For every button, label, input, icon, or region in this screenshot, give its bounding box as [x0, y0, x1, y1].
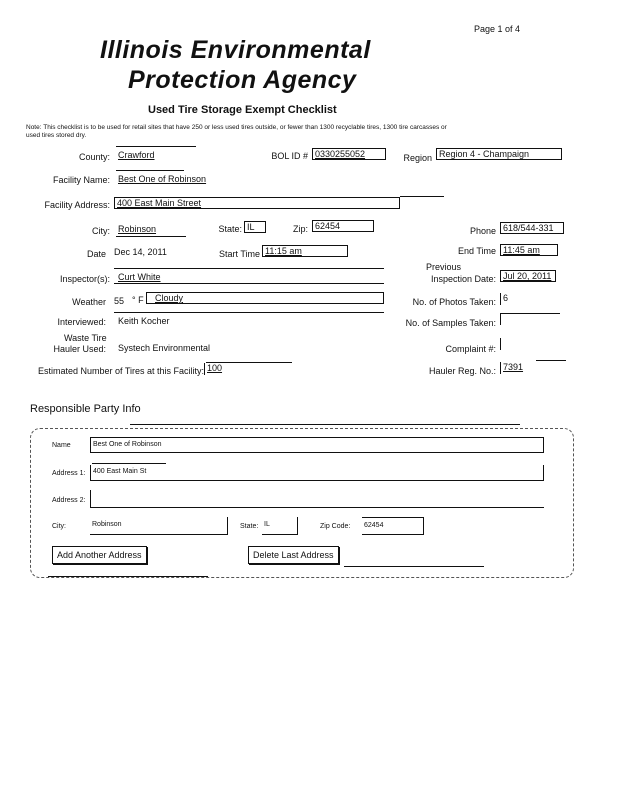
- facility-address-label: Facility Address:: [44, 200, 110, 210]
- end-time-label: End Time: [457, 246, 496, 256]
- bol-id-label: BOL ID #: [271, 151, 308, 161]
- page-indicator: Page 1 of 4: [474, 24, 521, 34]
- date-field[interactable]: Dec 14, 2011: [114, 247, 167, 257]
- city-label: City:: [92, 226, 110, 236]
- hauler-field: Systech Environmental: [118, 343, 211, 353]
- complaint-label: Complaint #:: [445, 344, 496, 354]
- end-time-field[interactable]: 11:45 am: [500, 244, 558, 256]
- state-field[interactable]: IL: [244, 221, 266, 233]
- samples-label: No. of Samples Taken:: [405, 318, 496, 328]
- facility-name-field[interactable]: Best One of Robinson: [118, 174, 207, 184]
- phone-label: Phone: [469, 226, 496, 236]
- responsible-party-heading: Responsible Party Info: [30, 403, 141, 415]
- previous-inspection-label: Inspection Date:: [430, 274, 496, 284]
- note-text: Note: This checklist is to be used for retail sites that have 250 or less used tires outside, or fewer than 1300 recyclable tires, 1300 tire carcasses or: [26, 124, 447, 131]
- rp-state-field[interactable]: IL: [262, 517, 298, 535]
- inspectors-label: Inspector(s):: [59, 274, 110, 284]
- phone-field[interactable]: 618/544-331: [500, 222, 564, 234]
- rp-city-field[interactable]: Robinson: [90, 517, 228, 535]
- est-tires-label: Estimated Number of Tires at this Facility:: [38, 366, 205, 376]
- temperature-field[interactable]: 55: [114, 296, 125, 306]
- previous-label: Previous: [426, 262, 462, 272]
- est-tires-field[interactable]: 100: [204, 363, 240, 375]
- temperature-unit: ° F: [132, 295, 144, 305]
- rp-zip-label: Zip Code:: [320, 523, 351, 530]
- start-time-label: Start Time: [218, 249, 260, 259]
- agency-name-line1: Illinois Environmental: [100, 36, 371, 64]
- inspectors-field[interactable]: Curt White: [118, 272, 161, 282]
- county-field[interactable]: Crawford: [118, 150, 155, 160]
- agency-name-line2: Protection Agency: [128, 66, 357, 94]
- weather-field[interactable]: Cloudy: [146, 292, 384, 304]
- rp-address2-label: Address 2:: [52, 497, 86, 504]
- delete-last-address-button[interactable]: Delete Last Address: [248, 546, 339, 564]
- rp-address1-label: Address 1:: [52, 470, 86, 477]
- rp-zip-field[interactable]: 62454: [362, 517, 424, 535]
- interviewed-field: Keith Kocher: [118, 316, 170, 326]
- date-label: Date: [86, 249, 106, 259]
- zip-label: Zip:: [292, 224, 308, 234]
- facility-address-field[interactable]: 400 East Main Street: [114, 197, 400, 209]
- region-field[interactable]: Region 4 - Champaign: [436, 148, 562, 160]
- note-text-2: used tires stored dry.: [26, 132, 87, 139]
- hauler-label-1: Waste Tire: [64, 333, 107, 343]
- complaint-field[interactable]: [500, 338, 560, 350]
- interviewed-label: Interviewed:: [57, 317, 106, 327]
- region-label: Region: [403, 153, 432, 163]
- city-field[interactable]: Robinson: [118, 224, 157, 234]
- rp-name-field[interactable]: Best One of Robinson: [90, 437, 544, 453]
- county-label: County:: [78, 152, 110, 162]
- hauler-reg-label: Hauler Reg. No.:: [428, 366, 496, 376]
- previous-inspection-field[interactable]: Jul 20, 2011: [500, 270, 556, 282]
- rp-city-label: City:: [52, 523, 66, 530]
- start-time-field[interactable]: 11:15 am: [262, 245, 348, 257]
- rp-name-label: Name: [52, 442, 71, 449]
- weather-label: Weather: [72, 297, 106, 307]
- samples-field[interactable]: [500, 313, 560, 325]
- facility-name-label: Facility Name:: [52, 175, 110, 185]
- photos-label: No. of Photos Taken:: [412, 297, 496, 307]
- rp-address1-field[interactable]: 400 East Main St: [90, 465, 544, 481]
- rp-address2-field[interactable]: [90, 490, 544, 508]
- form-title: Used Tire Storage Exempt Checklist: [148, 104, 337, 116]
- state-label: State:: [218, 224, 242, 234]
- add-another-address-button[interactable]: Add Another Address: [52, 546, 147, 564]
- rp-state-label: State:: [240, 523, 259, 530]
- hauler-reg-field[interactable]: 7391: [500, 362, 556, 374]
- hauler-label-2: Hauler Used:: [53, 344, 106, 354]
- zip-field[interactable]: 62454: [312, 220, 374, 232]
- photos-field[interactable]: 6: [500, 293, 556, 305]
- bol-id-field[interactable]: 0330255052: [312, 148, 386, 160]
